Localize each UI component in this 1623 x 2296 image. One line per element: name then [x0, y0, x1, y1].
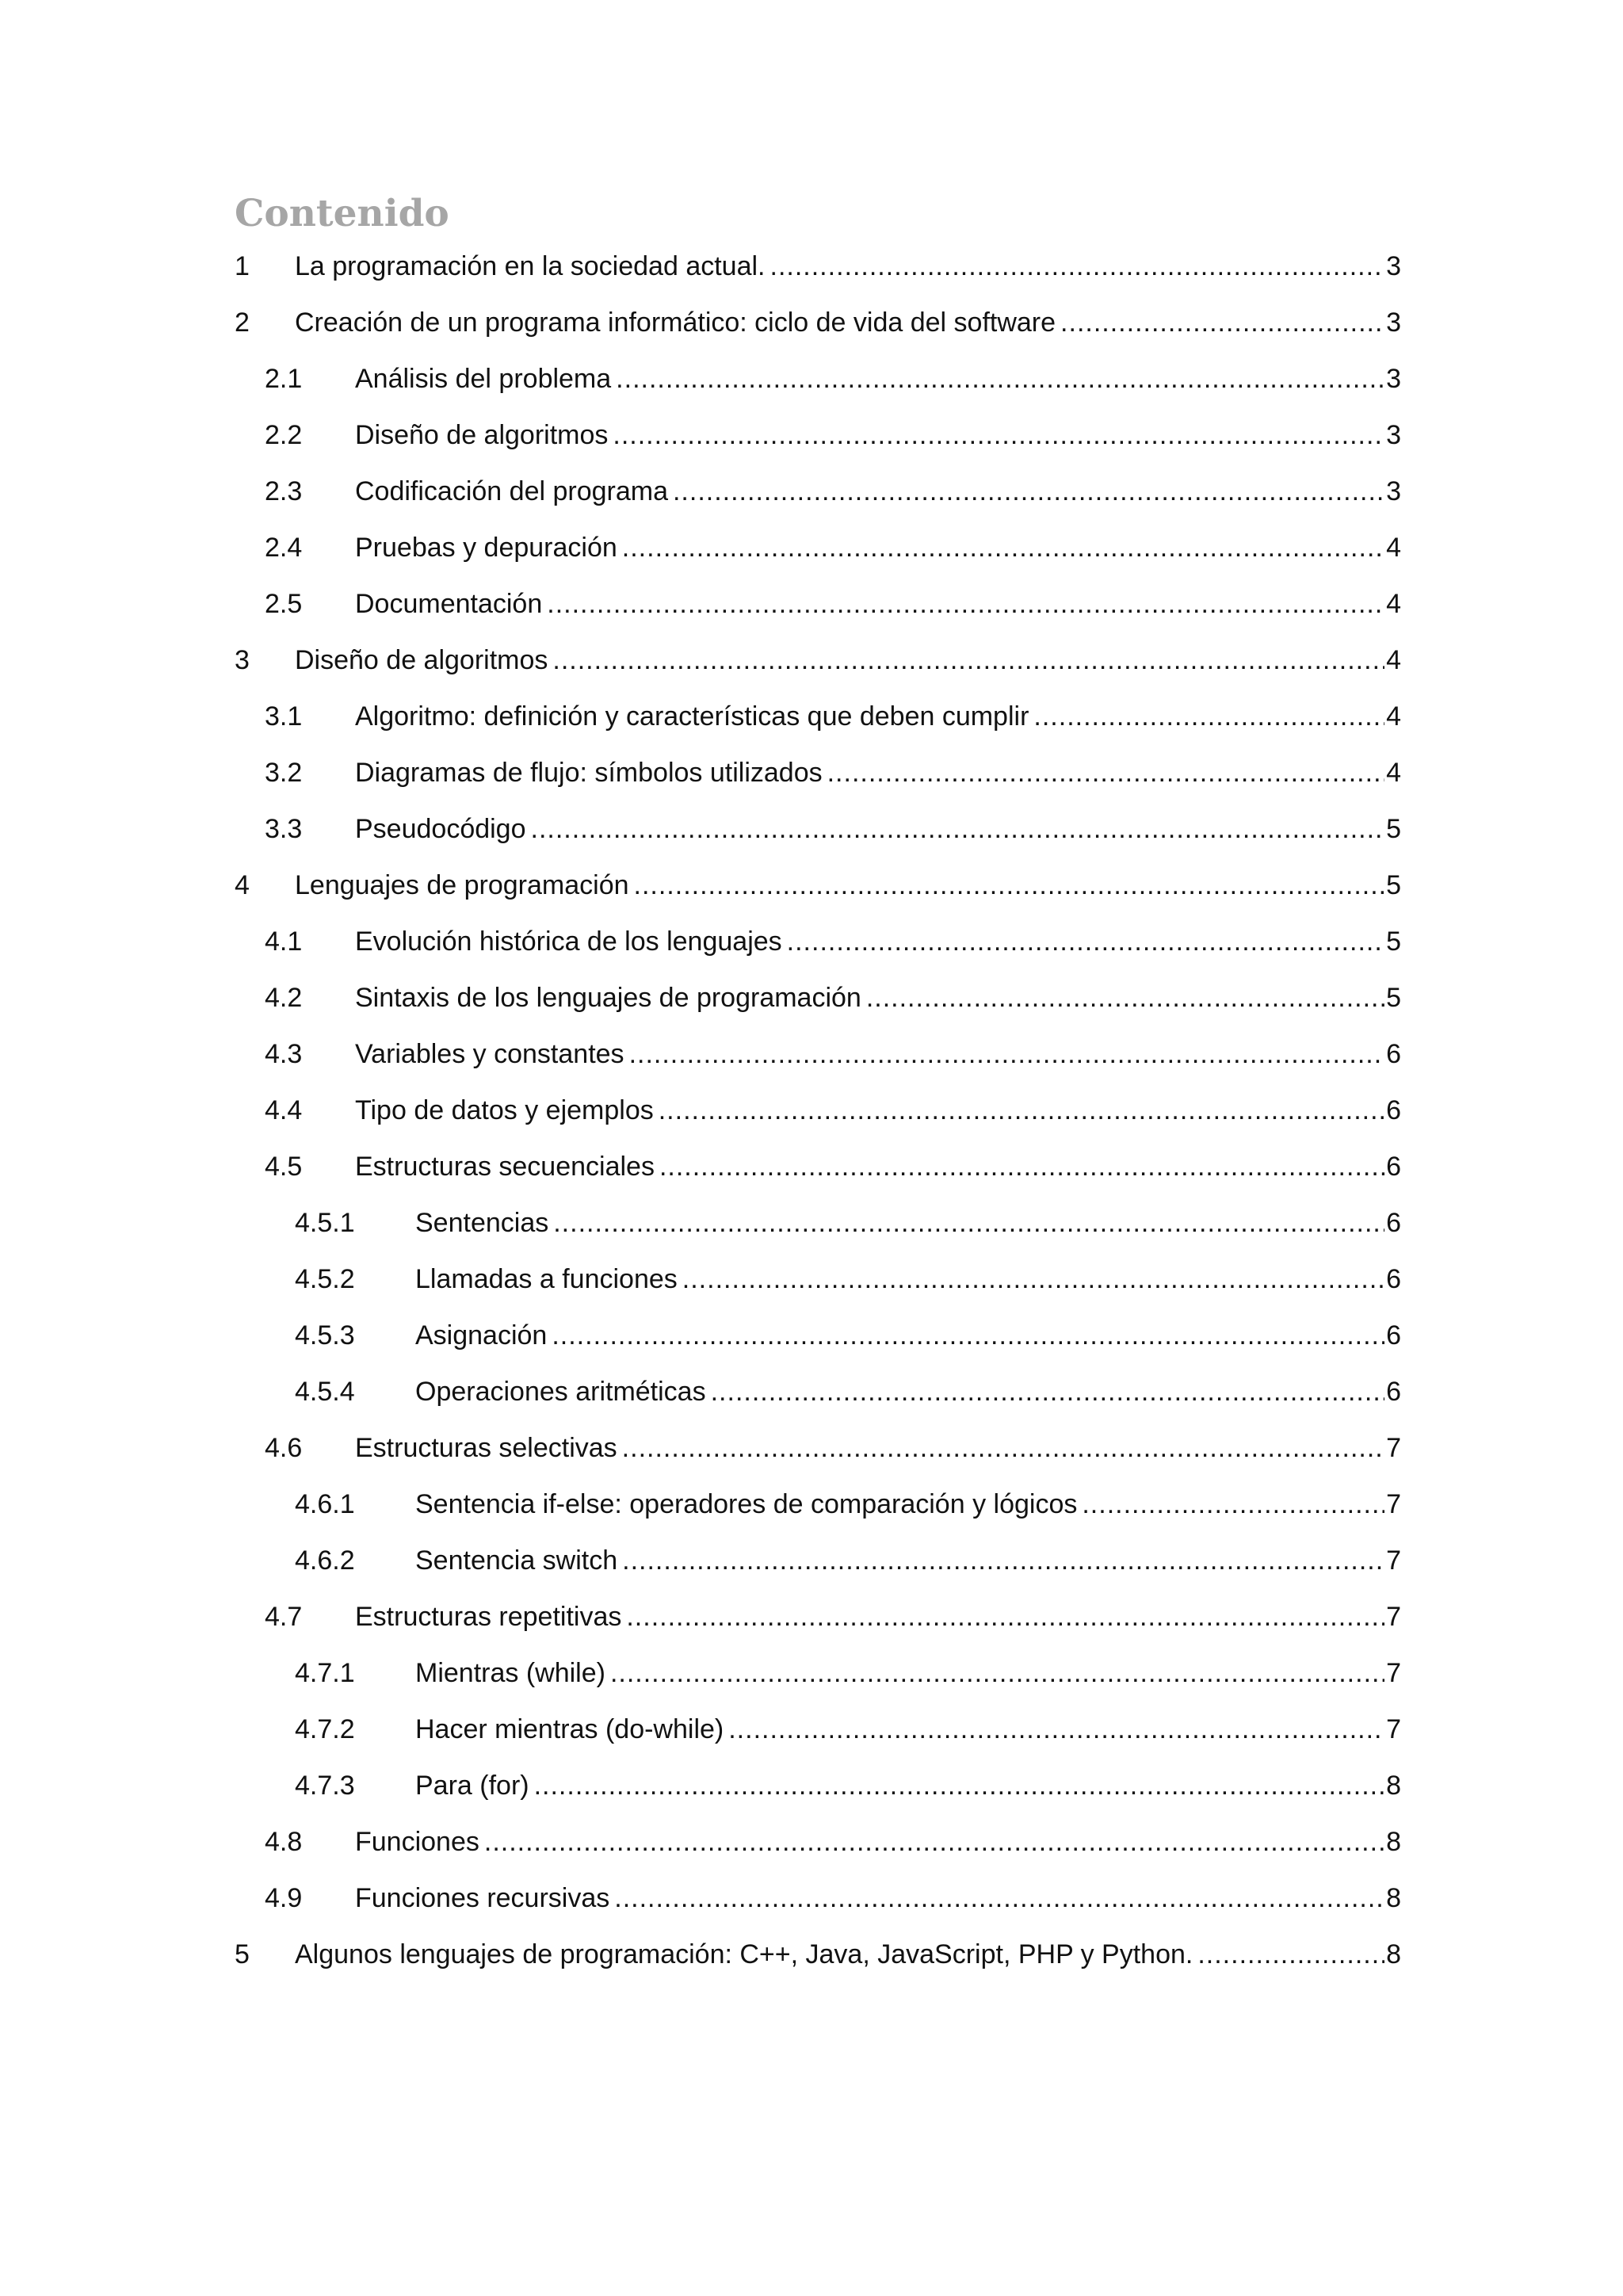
toc-entry[interactable] [235, 411, 1401, 468]
toc-entry-number: 2 [235, 308, 250, 338]
toc-entry-page: 6 [1386, 1320, 1401, 1350]
toc-dot-leader [1197, 1931, 1384, 1978]
toc-entry-number: 4.9 [265, 1883, 303, 1913]
toc-entry-label: Para (for) [415, 1771, 529, 1801]
toc-entry-page: 6 [1386, 1152, 1401, 1182]
toc-entry-number: 4.8 [265, 1827, 303, 1857]
toc-entry-number: 4.1 [265, 926, 303, 957]
toc-dot-leader [711, 1368, 1384, 1415]
toc-entry[interactable] [235, 1762, 1401, 1818]
toc-dot-leader [659, 1087, 1384, 1134]
toc-dot-leader [531, 805, 1385, 853]
toc-entry[interactable] [235, 580, 1401, 636]
toc-entry-label: Creación de un programa informático: ciclo de vida del software [295, 308, 1056, 338]
toc-entry[interactable] [235, 468, 1401, 524]
toc-entry-page: 8 [1386, 1771, 1401, 1801]
toc-entry-page: 4 [1386, 533, 1401, 563]
toc-entry-page: 4 [1386, 589, 1401, 619]
toc-entry[interactable] [235, 1199, 1401, 1255]
toc-entry-number: 4.5.2 [295, 1264, 355, 1294]
toc-entry[interactable] [235, 524, 1401, 580]
toc-entry-page: 4 [1386, 645, 1401, 675]
toc-entry-page: 5 [1386, 870, 1401, 900]
toc-entry-number: 4.3 [265, 1039, 303, 1069]
toc-entry-label: Funciones [355, 1827, 479, 1857]
toc-entry-number: 4.5.1 [295, 1208, 355, 1238]
toc-entry-number: 2.3 [265, 476, 303, 506]
toc-dot-leader [827, 749, 1384, 797]
toc-entry-page: 3 [1386, 364, 1401, 394]
toc-entry-number: 4.7 [265, 1602, 303, 1632]
toc-dot-leader [866, 974, 1384, 1022]
toc-entry-number: 3.3 [265, 814, 303, 844]
toc-entry[interactable] [235, 1368, 1401, 1424]
toc-entry-number: 3.2 [265, 758, 303, 788]
toc-entry[interactable] [235, 1874, 1401, 1931]
toc-entry[interactable] [235, 693, 1401, 749]
toc-entry-label: Pruebas y depuración [355, 533, 617, 563]
toc-entry-number: 4.5 [265, 1152, 303, 1182]
toc-dot-leader [626, 1593, 1384, 1641]
toc-entry[interactable] [235, 749, 1401, 805]
toc-entry[interactable] [235, 1931, 1401, 1987]
toc-entry-label: Algunos lenguajes de programación: C++, Java, JavaScript, PHP y Python. [295, 1939, 1193, 1969]
toc-entry-label: Diagramas de flujo: símbolos utilizados [355, 758, 823, 788]
toc-entry-label: Variables y constantes [355, 1039, 624, 1069]
toc-dot-leader [553, 1199, 1384, 1247]
toc-dot-leader [622, 1424, 1384, 1472]
toc-entry[interactable] [235, 1030, 1401, 1087]
toc-entry-number: 5 [235, 1939, 250, 1969]
toc-entry-number: 4.6 [265, 1433, 303, 1463]
toc-entry-number: 1 [235, 251, 250, 281]
toc-dot-leader [1033, 693, 1384, 740]
toc-entry-page: 5 [1386, 926, 1401, 957]
toc-entry-number: 4.7.3 [295, 1771, 355, 1801]
toc-entry-page: 7 [1386, 1433, 1401, 1463]
toc-entry-number: 4.6.2 [295, 1545, 355, 1576]
toc-dot-leader [1060, 299, 1384, 346]
toc-entry-number: 2.4 [265, 533, 303, 563]
toc-dot-leader [614, 1874, 1384, 1922]
toc-entry-page: 8 [1386, 1827, 1401, 1857]
toc-entry-label: Estructuras secuenciales [355, 1152, 655, 1182]
toc-entry-label: Mientras (while) [415, 1658, 605, 1688]
toc-entry-page: 5 [1386, 814, 1401, 844]
toc-entry-page: 3 [1386, 420, 1401, 450]
toc-entry[interactable] [235, 1424, 1401, 1480]
toc-entry-page: 3 [1386, 476, 1401, 506]
toc-dot-leader [659, 1143, 1384, 1190]
toc-entry-number: 4.7.1 [295, 1658, 355, 1688]
toc-entry-label: Lenguajes de programación [295, 870, 629, 900]
toc-entry[interactable] [235, 299, 1401, 355]
toc-entry[interactable] [235, 636, 1401, 693]
toc-entry-number: 4.6.1 [295, 1489, 355, 1519]
toc-entry[interactable] [235, 1255, 1401, 1312]
toc-entry-label: La programación en la sociedad actual. [295, 251, 766, 281]
toc-dot-leader [610, 1649, 1384, 1697]
toc-dot-leader [1082, 1480, 1384, 1528]
toc-title: Contenido [235, 192, 449, 235]
toc-entry[interactable] [235, 1537, 1401, 1593]
toc-entry-label: Diseño de algoritmos [355, 420, 609, 450]
toc-entry-page: 7 [1386, 1489, 1401, 1519]
toc-dot-leader [552, 636, 1384, 684]
toc-entry-number: 2.1 [265, 364, 303, 394]
toc-entry-page: 6 [1386, 1377, 1401, 1407]
toc-dot-leader [682, 1255, 1384, 1303]
toc-entry[interactable] [235, 1312, 1401, 1368]
toc-entry-page: 8 [1386, 1939, 1401, 1969]
toc-entry-page: 7 [1386, 1602, 1401, 1632]
toc-entry-page: 5 [1386, 983, 1401, 1013]
toc-entry[interactable] [235, 355, 1401, 411]
toc-entry-label: Sentencias [415, 1208, 549, 1238]
toc-entry-number: 4 [235, 870, 250, 900]
toc-entry[interactable] [235, 1706, 1401, 1762]
toc-entry[interactable] [235, 918, 1401, 974]
toc-entry-label: Funciones recursivas [355, 1883, 610, 1913]
toc-entry-page: 8 [1386, 1883, 1401, 1913]
toc-entry-page: 7 [1386, 1714, 1401, 1744]
toc-dot-leader [552, 1312, 1384, 1359]
toc-entry[interactable] [235, 1593, 1401, 1649]
toc-entry-number: 2.2 [265, 420, 303, 450]
toc-entry[interactable] [235, 1143, 1401, 1199]
toc-entry-label: Asignación [415, 1320, 548, 1350]
toc-entry-page: 7 [1386, 1545, 1401, 1576]
toc-entry[interactable] [235, 1480, 1401, 1537]
toc-entry-label: Hacer mientras (do-while) [415, 1714, 724, 1744]
toc-entry-number: 4.4 [265, 1095, 303, 1125]
toc-entry-page: 7 [1386, 1658, 1401, 1688]
toc-dot-leader [629, 1030, 1385, 1078]
toc-entry-label: Diseño de algoritmos [295, 645, 548, 675]
toc-entry-label: Tipo de datos y ejemplos [355, 1095, 654, 1125]
toc-entry[interactable] [235, 861, 1401, 918]
toc-dot-leader [534, 1762, 1384, 1809]
toc-entry-number: 3 [235, 645, 250, 675]
toc-entry-number: 3.1 [265, 701, 303, 732]
toc-entry-number: 2.5 [265, 589, 303, 619]
toc-dot-leader [484, 1818, 1384, 1866]
toc-entry-label: Documentación [355, 589, 543, 619]
toc-dot-leader [622, 524, 1384, 571]
toc-entry[interactable] [235, 1818, 1401, 1874]
toc-entry-label: Sentencia switch [415, 1545, 618, 1576]
toc-dot-leader [728, 1706, 1384, 1753]
toc-entry-label: Operaciones aritméticas [415, 1377, 706, 1407]
toc-dot-leader [673, 468, 1384, 515]
toc-entry-label: Análisis del problema [355, 364, 612, 394]
toc-entry-label: Llamadas a funciones [415, 1264, 678, 1294]
toc-dot-leader [547, 580, 1384, 628]
toc-entry-page: 3 [1386, 308, 1401, 338]
toc-entry-label: Estructuras repetitivas [355, 1602, 622, 1632]
toc-entry-label: Sentencia if-else: operadores de comparación y lógicos [415, 1489, 1078, 1519]
toc-entry-number: 4.5.4 [295, 1377, 355, 1407]
toc-entry-page: 6 [1386, 1095, 1401, 1125]
toc-dot-leader [613, 411, 1384, 459]
toc-entry-number: 4.7.2 [295, 1714, 355, 1744]
table-of-contents [235, 243, 1401, 1987]
toc-dot-leader [770, 243, 1385, 290]
toc-entry-page: 4 [1386, 701, 1401, 732]
toc-dot-leader [622, 1537, 1384, 1584]
toc-entry-number: 4.5.3 [295, 1320, 355, 1350]
toc-entry-page: 6 [1386, 1264, 1401, 1294]
toc-entry-page: 3 [1386, 251, 1401, 281]
toc-entry-page: 4 [1386, 758, 1401, 788]
toc-entry-label: Codificación del programa [355, 476, 668, 506]
toc-entry[interactable] [235, 1087, 1401, 1143]
toc-entry-label: Evolución histórica de los lenguajes [355, 926, 782, 957]
toc-entry-label: Estructuras selectivas [355, 1433, 617, 1463]
toc-entry-label: Pseudocódigo [355, 814, 526, 844]
toc-dot-leader [616, 355, 1384, 403]
toc-entry[interactable] [235, 805, 1401, 861]
toc-entry-label: Algoritmo: definición y características que deben cumplir [355, 701, 1029, 732]
toc-entry-page: 6 [1386, 1208, 1401, 1238]
toc-entry-label: Sintaxis de los lenguajes de programación [355, 983, 861, 1013]
toc-dot-leader [634, 861, 1385, 909]
toc-entry[interactable] [235, 974, 1401, 1030]
toc-entry-page: 6 [1386, 1039, 1401, 1069]
toc-entry-number: 4.2 [265, 983, 303, 1013]
toc-entry[interactable] [235, 243, 1401, 299]
toc-entry[interactable] [235, 1649, 1401, 1706]
toc-dot-leader [787, 918, 1384, 965]
